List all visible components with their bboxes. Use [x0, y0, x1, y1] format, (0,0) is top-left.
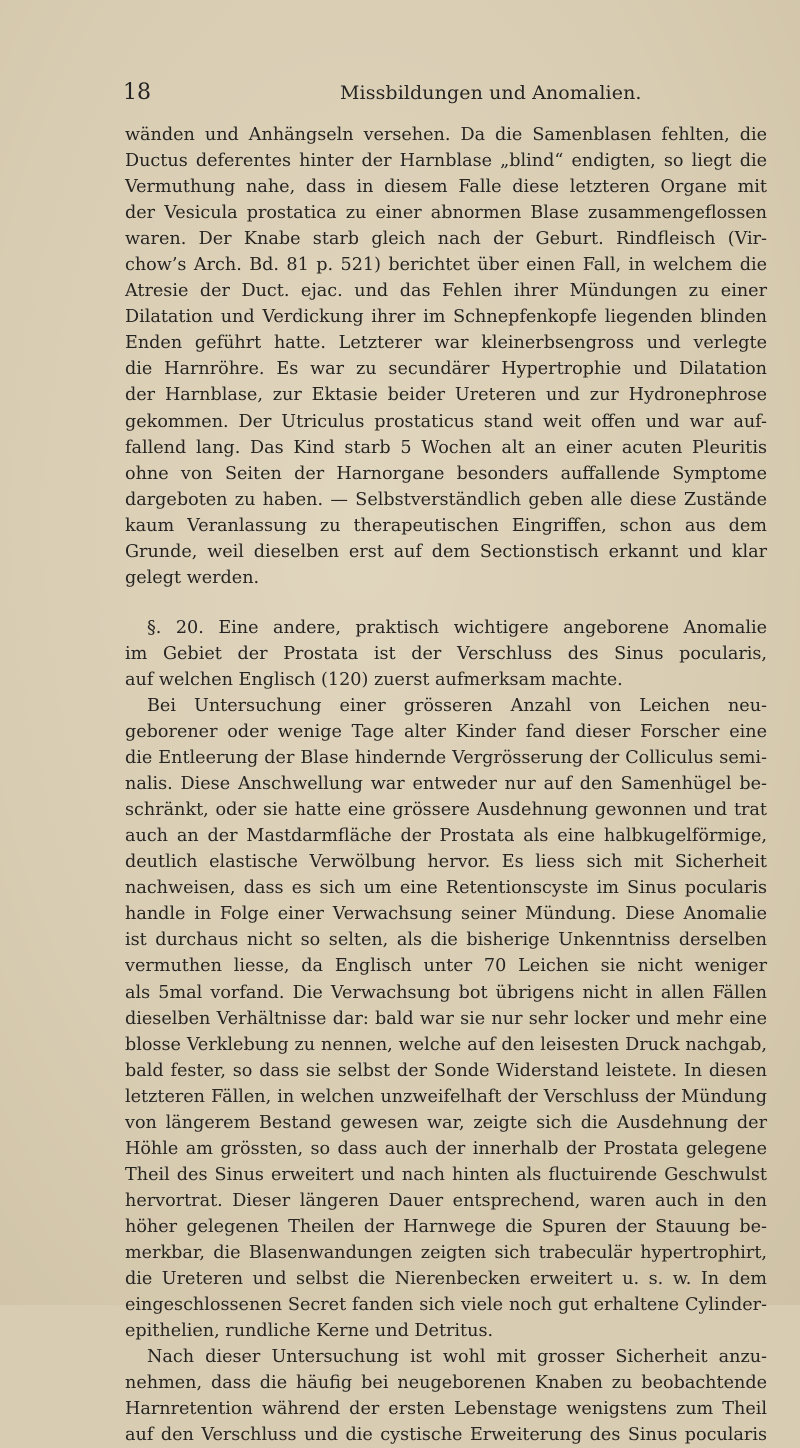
- text-line: hervortrat. Dieser längeren Dauer entsprechend, waren auch in den: [125, 1190, 767, 1211]
- text-line: höher gelegenen Theilen der Harnwege die Spuren der Stauung be-: [125, 1216, 767, 1237]
- text-line: dieselben Verhältnisse dar: bald war sie nur sehr locker und mehr eine: [125, 1008, 767, 1029]
- text-line: der Vesicula prostatica zu einer abnormen Blase zusammengeflossen: [125, 203, 767, 224]
- text-line: von längerem Bestand gewesen war, zeigte sich die Ausdehnung der: [125, 1112, 767, 1133]
- body-text: [125, 122, 767, 1448]
- text-line: Atresie der Duct. ejac. und das Fehlen ihrer Mündungen zu einer: [125, 281, 767, 302]
- text-line: Theil des Sinus erweitert und nach hinten als fluctuirende Geschwulst: [125, 1164, 767, 1185]
- page-number: 18: [123, 80, 151, 105]
- paragraph: [125, 615, 767, 693]
- running-title: Missbildungen und Anomalien.: [340, 82, 642, 104]
- text-line: im Gebiet der Prostata ist der Verschluss des Sinus pocularis,: [125, 643, 767, 664]
- text-line: dargeboten zu haben. — Selbstverständlich geben alle diese Zustände: [125, 489, 767, 510]
- text-line: der Harnblase, zur Ektasie beider Ureteren und zur Hydronephrose: [125, 385, 767, 406]
- text-line: deutlich elastische Verwölbung hervor. Es liess sich mit Sicherheit: [125, 852, 767, 873]
- text-line: auf den Verschluss und die cystische Erweiterung des Sinus pocularis: [125, 1425, 767, 1446]
- text-line: Harnretention während der ersten Lebenstage wenigstens zum Theil: [125, 1399, 767, 1420]
- text-line: gekommen. Der Utriculus prostaticus stand weit offen und war auf-: [125, 411, 767, 432]
- text-line: schränkt, oder sie hatte eine grössere Ausdehnung gewonnen und trat: [125, 800, 767, 821]
- text-line: blosse Verklebung zu nennen, welche auf den leisesten Druck nachgab,: [125, 1034, 767, 1055]
- text-line: §. 20. Eine andere, praktisch wichtigere angeborene Anomalie: [147, 617, 767, 638]
- text-line: auch an der Mastdarmfläche der Prostata als eine halbkugelförmige,: [125, 826, 767, 847]
- text-line: Höhle am grössten, so dass auch der innerhalb der Prostata gelegene: [125, 1138, 767, 1159]
- text-line: Bei Untersuchung einer grösseren Anzahl von Leichen neu-: [147, 695, 767, 716]
- text-line: die Harnröhre. Es war zu secundärer Hypertrophie und Dilatation: [125, 359, 767, 380]
- text-line: merkbar, die Blasenwandungen zeigten sich trabeculär hypertrophirt,: [125, 1242, 767, 1263]
- text-line: kaum Veranlassung zu therapeutischen Eingriffen, schon aus dem: [125, 515, 767, 536]
- text-line: die Ureteren und selbst die Nierenbecken erweitert u. s. w. In dem: [125, 1269, 767, 1290]
- text-line: Grunde, weil dieselben erst auf dem Sectionstisch erkannt und klar: [125, 541, 767, 562]
- text-line: Ductus deferentes hinter der Harnblase „blind“ endigten, so liegt die: [125, 151, 767, 172]
- paragraph: [125, 1344, 767, 1448]
- text-line: geborener oder wenige Tage alter Kinder fand dieser Forscher eine: [125, 722, 767, 743]
- text-line: die Entleerung der Blase hindernde Vergrösserung der Colliculus semi-: [125, 748, 767, 769]
- text-line: handle in Folge einer Verwachsung seiner Mündung. Diese Anomalie: [125, 904, 767, 925]
- text-line: nehmen, dass die häufig bei neugeborenen Knaben zu beobachtende: [125, 1373, 767, 1394]
- text-line: ist durchaus nicht so selten, als die bisherige Unkenntniss derselben: [125, 930, 767, 951]
- text-line: gelegt werden.: [125, 567, 260, 588]
- text-line: letzteren Fällen, in welchen unzweifelhaft der Verschluss der Mündung: [125, 1086, 767, 1107]
- paragraph: [125, 122, 767, 591]
- text-line: ohne von Seiten der Harnorgane besonders auffallende Symptome: [125, 463, 767, 484]
- text-line: Nach dieser Untersuchung ist wohl mit grosser Sicherheit anzu-: [147, 1347, 767, 1368]
- text-line: bald fester, so dass sie selbst der Sonde Widerstand leistete. In diesen: [125, 1060, 767, 1081]
- text-line: Dilatation und Verdickung ihrer im Schnepfenkopfe liegenden blinden: [125, 307, 767, 328]
- paragraph-gap: [125, 591, 767, 615]
- page-header: [0, 78, 800, 108]
- text-line: epithelien, rundliche Kerne und Detritus.: [125, 1321, 494, 1342]
- text-line: wänden und Anhängseln versehen. Da die Samenblasen fehlten, die: [125, 125, 767, 145]
- paragraph: [125, 693, 767, 1344]
- text-line: eingeschlossenen Secret fanden sich viele noch gut erhaltene Cylinder-: [125, 1295, 767, 1316]
- text-line: nalis. Diese Anschwellung war entweder nur auf den Samenhügel be-: [125, 774, 767, 795]
- text-line: nachweisen, dass es sich um eine Retentionscyste im Sinus pocularis: [125, 878, 767, 899]
- text-line: fallend lang. Das Kind starb 5 Wochen alt an einer acuten Pleuritis: [125, 437, 767, 458]
- text-line: vermuthen liesse, da Englisch unter 70 Leichen sie nicht weniger: [125, 956, 767, 977]
- text-line: Vermuthung nahe, dass in diesem Falle diese letzteren Organe mit: [125, 177, 767, 198]
- text-line: waren. Der Knabe starb gleich nach der Geburt. Rindfleisch (Vir-: [125, 229, 767, 250]
- text-line: chow’s Arch. Bd. 81 p. 521) berichtet über einen Fall, in welchem die: [125, 255, 767, 276]
- text-line: als 5mal vorfand. Die Verwachsung bot übrigens nicht in allen Fällen: [125, 982, 767, 1003]
- text-line: auf welchen Englisch (120) zuerst aufmerksam machte.: [125, 669, 623, 690]
- text-line: Enden geführt hatte. Letzterer war kleinerbsengross und verlegte: [125, 333, 767, 354]
